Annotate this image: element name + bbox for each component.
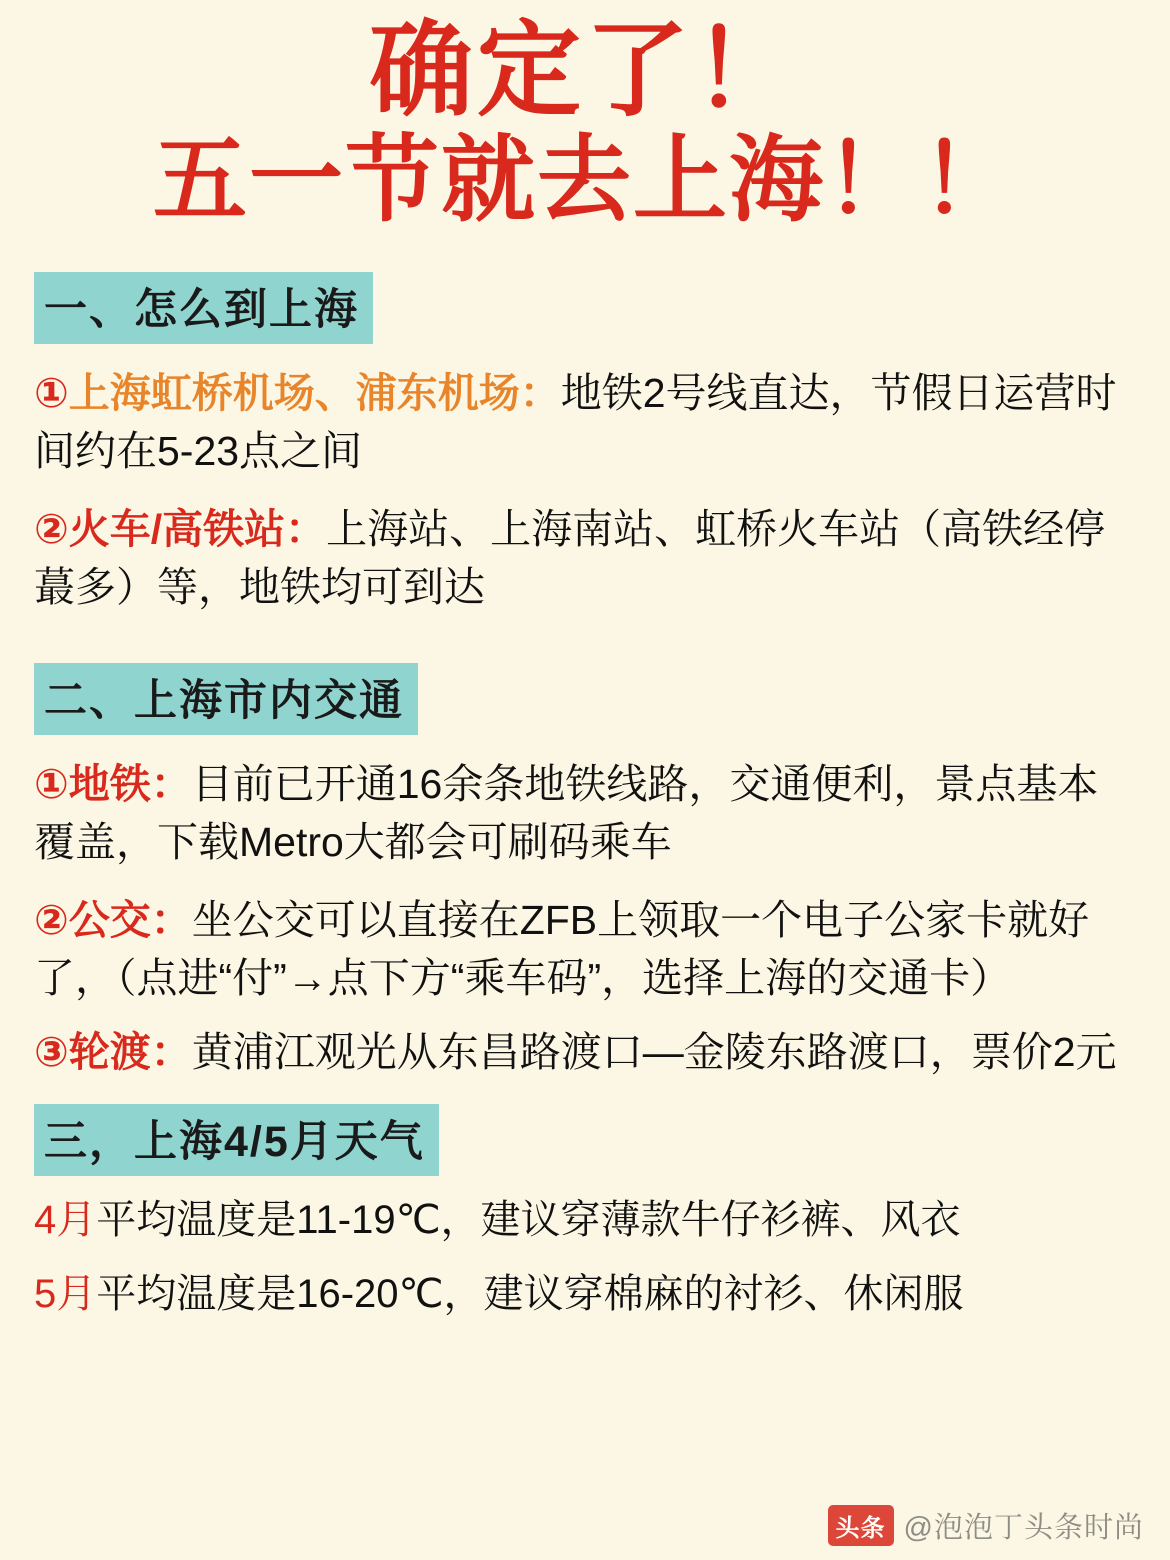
section-how-to-arrive <box>34 234 1136 617</box>
item-label-metro: 地铁 <box>68 760 151 807</box>
item-colon: ： <box>285 506 327 553</box>
item-train-stations <box>34 500 1136 616</box>
item-label-train: 火车/高铁站 <box>68 506 286 553</box>
item-label-airports: 上海虹桥机场、浦东机场 <box>68 369 520 416</box>
item-airports <box>34 364 1136 480</box>
weather-line-april <box>34 1190 1136 1250</box>
item-marker: ① <box>34 760 69 807</box>
item-body-train: 上海站、上海南站、虹桥火车站（高铁经停蕞多）等，地铁均可到达 <box>34 506 1106 611</box>
poster-title <box>34 0 1136 234</box>
item-marker: ③ <box>34 1029 69 1076</box>
weather-text-may: 平均温度是16-20℃，建议穿棉麻的衬衫、休闲服 <box>96 1271 964 1316</box>
item-body-ferry: 黄浦江观光从东昌路渡口—金陵东路渡口，票价2元 <box>191 1029 1117 1076</box>
weather-text-april: 平均温度是11-19℃，建议穿薄款牛仔衫裤、风衣 <box>96 1197 961 1242</box>
item-label-bus: 公交 <box>68 897 151 944</box>
item-ferry <box>34 1023 1136 1081</box>
title-line-2: 五一节就去上海！！ <box>152 126 1017 236</box>
item-colon: ： <box>150 760 192 807</box>
item-label-ferry: 轮渡 <box>68 1029 151 1076</box>
section-heading-2: 二、上海市内交通 <box>34 663 418 735</box>
watermark <box>828 1505 1144 1546</box>
section-heading-3: 三，上海4/5月天气 <box>34 1104 439 1176</box>
title-line-1: 确定了！ <box>368 9 801 131</box>
item-marker: ② <box>34 506 69 553</box>
weather-month-april: 4月 <box>34 1197 97 1242</box>
item-body-bus: 坐公交可以直接在ZFB上领取一个电子公家卡就好了，（点进“付”→点下方“乘车码”，选择上海的交通卡） <box>34 897 1090 1002</box>
weather-line-may <box>34 1264 1136 1324</box>
item-marker: ① <box>34 369 69 416</box>
weather-month-may: 5月 <box>34 1271 97 1316</box>
item-colon: ： <box>150 1029 192 1076</box>
item-metro <box>34 755 1136 871</box>
watermark-badge: 头条 <box>828 1505 894 1546</box>
item-body-metro: 目前已开通16余条地铁线路，交通便利，景点基本覆盖，下载Metro大都会可刷码乘车 <box>34 760 1099 865</box>
section-weather <box>34 1082 1136 1324</box>
watermark-text: @泡泡丁头条时尚 <box>903 1512 1144 1544</box>
item-marker: ② <box>34 897 69 944</box>
item-body-airports: 地铁2号线直达，节假日运营时间约在5-23点之间 <box>34 369 1117 474</box>
section-city-transport <box>34 617 1136 1082</box>
item-colon: ： <box>519 369 561 416</box>
item-bus <box>34 891 1136 1007</box>
section-heading-1: 一、怎么到上海 <box>34 272 373 344</box>
item-colon: ： <box>150 897 192 944</box>
